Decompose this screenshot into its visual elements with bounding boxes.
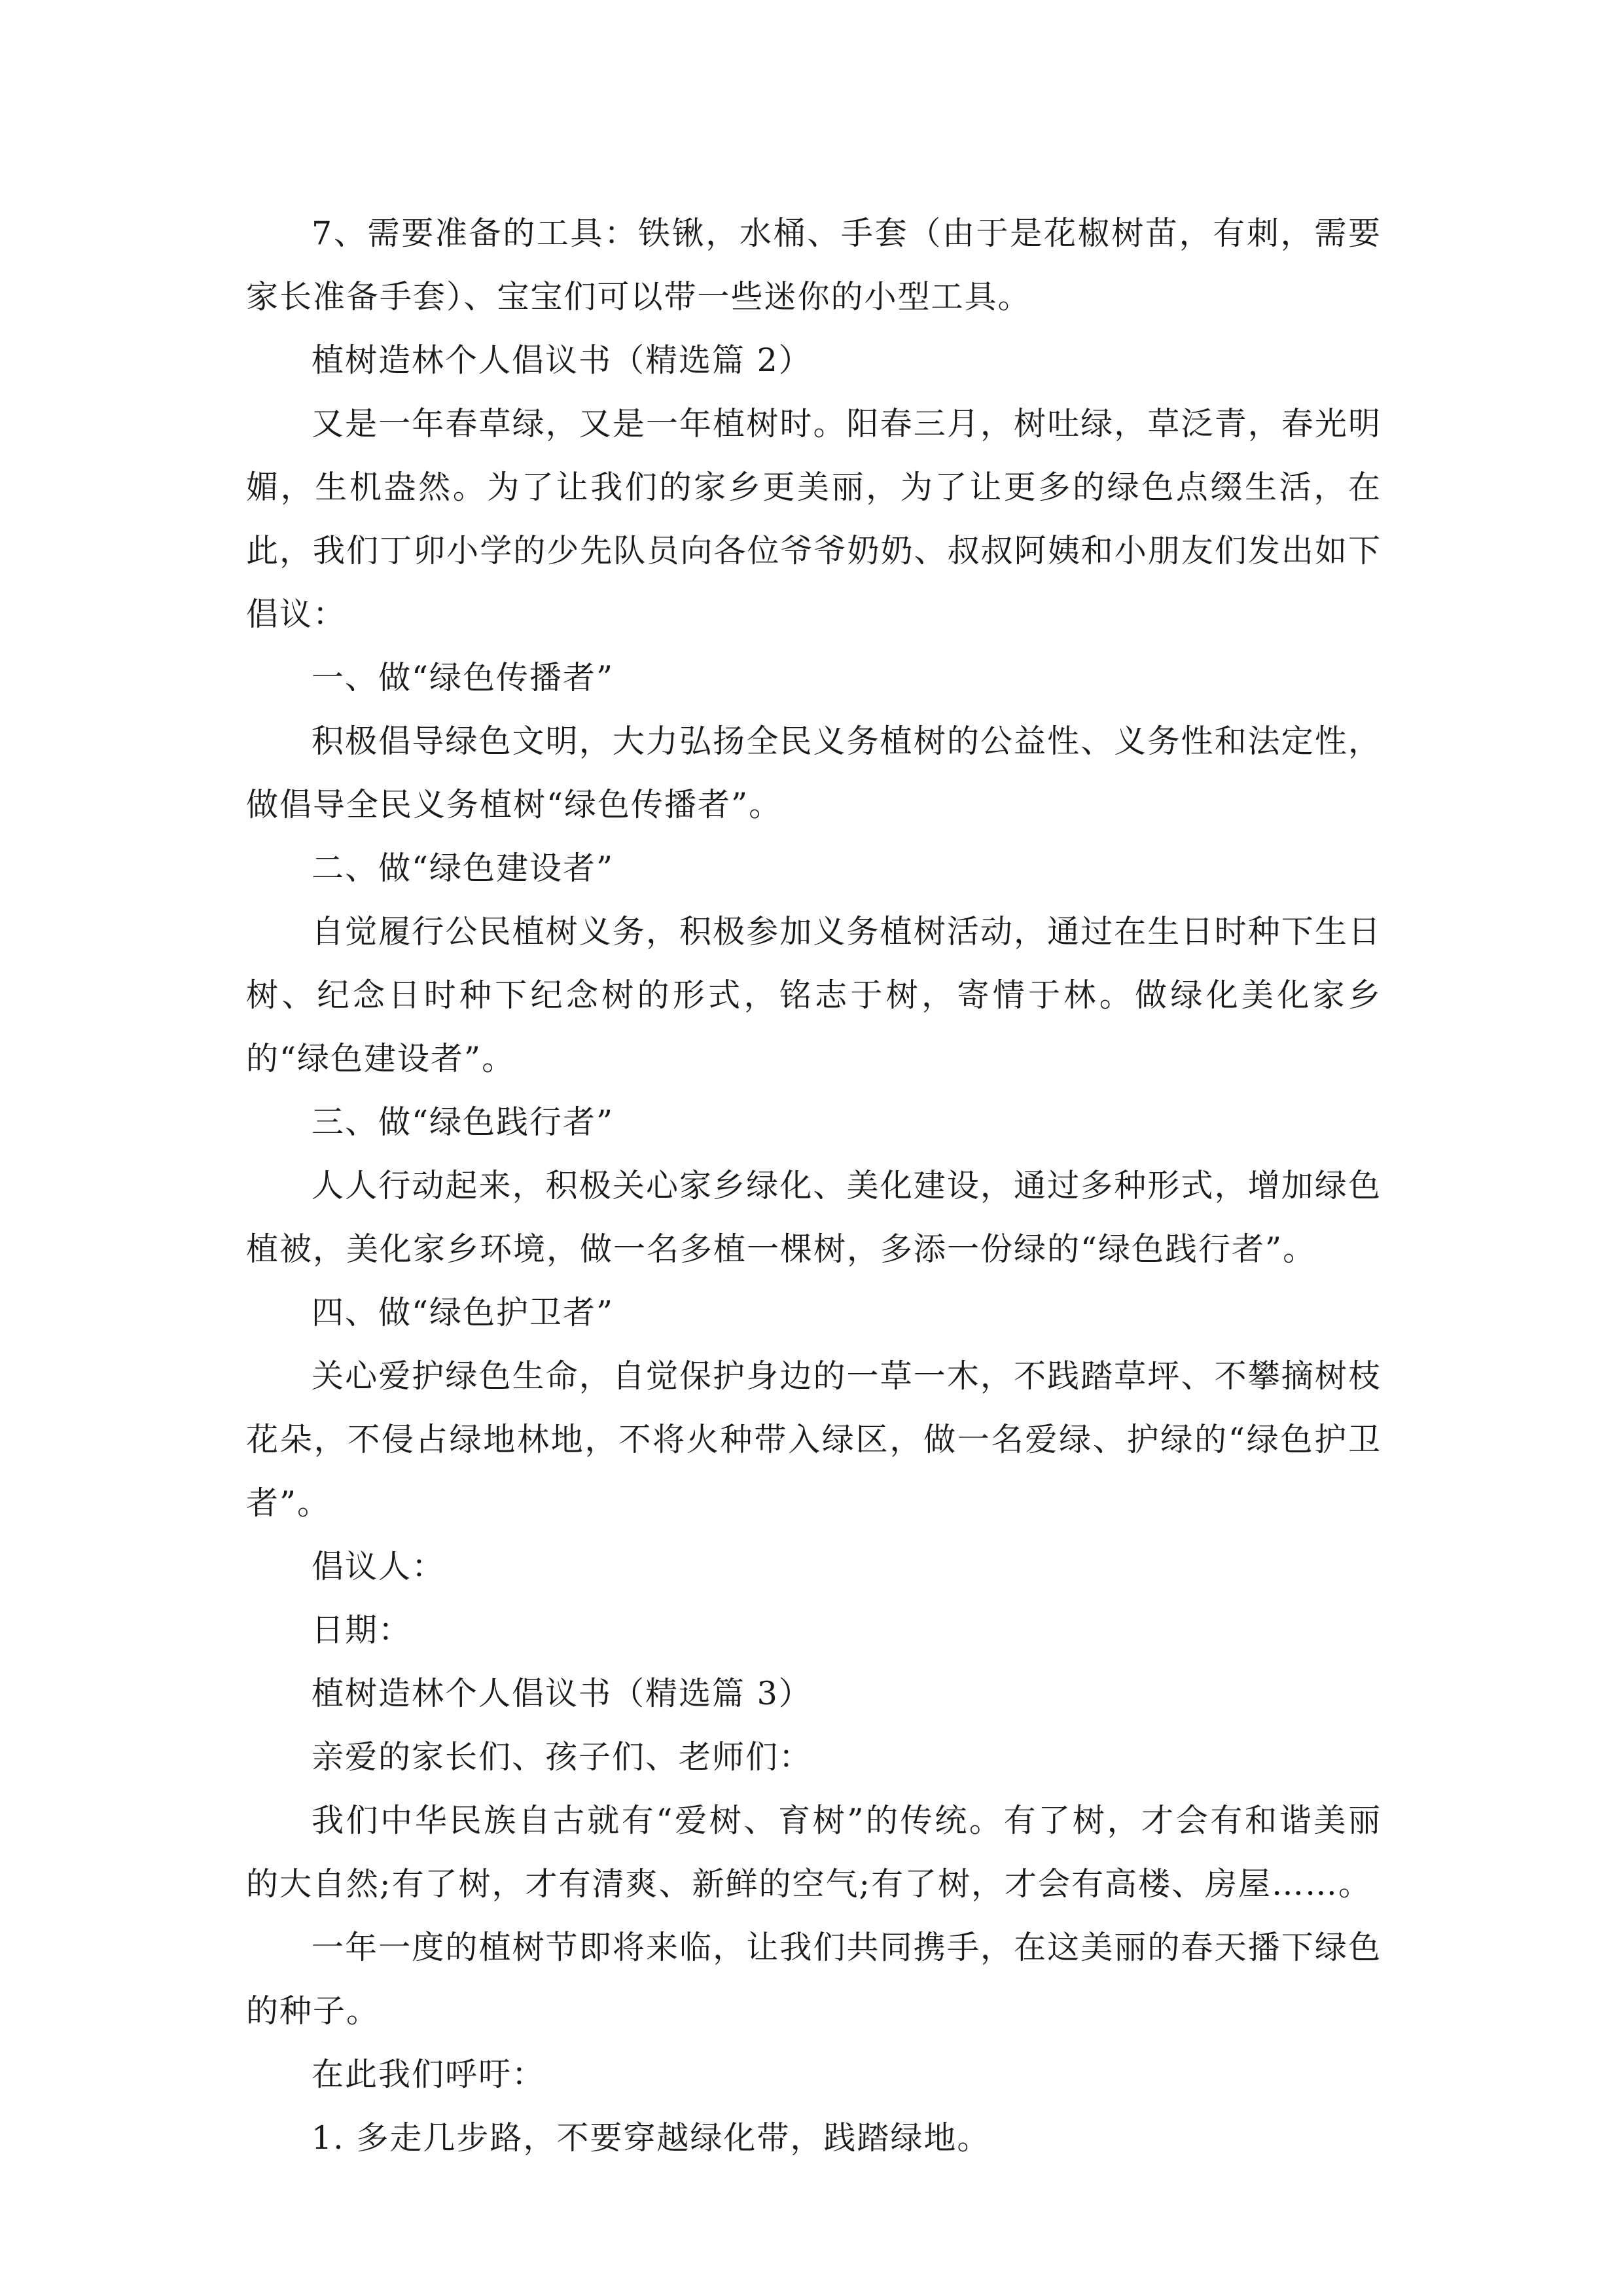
document-body: [246, 202, 1382, 2170]
paragraph-appeal: 在此我们呼吁：: [312, 2056, 546, 2093]
paragraph-arbor-day: 一年一度的植树节即将来临，让我们共同携手，在这美丽的春天播下绿色的种子。: [246, 1929, 1382, 2030]
paragraph-tradition: 我们中华民族自古就有“爱树、育树”的传统。有了树，才会有和谐美丽的大自然;有了树，才有清爽、新鲜的空气;有了树，才会有高楼、房屋……。: [246, 1802, 1382, 1903]
signature-date: 日期：: [312, 1611, 412, 1649]
heading-green-guardian: 四、做“绿色护卫者”: [312, 1294, 615, 1331]
list-item-1: 1. 多走几步路，不要穿越绿化带，践踏绿地。: [312, 2119, 991, 2157]
section-title-3: 植树造林个人倡议书（精选篇 3）: [312, 1675, 812, 1712]
paragraph-green-guardian: 关心爱护绿色生命，自觉保护身边的一草一木，不践踏草坪、不攀摘树枝花朵，不侵占绿地林地，不将火种带入绿区，做一名爱绿、护绿的“绿色护卫者”。: [246, 1357, 1382, 1522]
section-title-2: 植树造林个人倡议书（精选篇 2）: [312, 342, 812, 379]
signature-initiator: 倡议人：: [312, 1548, 446, 1585]
paragraph-intro: 又是一年春草绿，又是一年植树时。阳春三月，树吐绿，草泛青，春光明媚，生机盎然。为了让我们的家乡更美丽，为了让更多的绿色点缀生活，在此，我们丁卯小学的少先队员向各位爷爷奶奶、叔叔阿姨和小朋友们发出如下倡议：: [246, 405, 1382, 633]
paragraph-tools: 7、需要准备的工具：铁锹，水桶、手套（由于是花椒树苗，有刺，需要家长准备手套）、宝宝们可以带一些迷你的小型工具。: [246, 215, 1382, 315]
paragraph-green-spreader: 积极倡导绿色文明，大力弘扬全民义务植树的公益性、义务性和法定性，做倡导全民义务植树“绿色传播者”。: [246, 723, 1382, 823]
heading-green-spreader: 一、做“绿色传播者”: [312, 659, 615, 696]
paragraph-green-builder: 自觉履行公民植树义务，积极参加义务植树活动，通过在生日时种下生日树、纪念日时种下纪念树的形式，铭志于树，寄情于林。做绿化美化家乡的“绿色建设者”。: [246, 913, 1382, 1077]
heading-green-builder: 二、做“绿色建设者”: [312, 850, 615, 887]
heading-green-practitioner: 三、做“绿色践行者”: [312, 1103, 615, 1141]
paragraph-green-practitioner: 人人行动起来，积极关心家乡绿化、美化建设，通过多种形式，增加绿色植被，美化家乡环境，做一名多植一棵树，多添一份绿的“绿色践行者”。: [246, 1167, 1382, 1268]
salutation: 亲爱的家长们、孩子们、老师们：: [312, 1738, 813, 1776]
